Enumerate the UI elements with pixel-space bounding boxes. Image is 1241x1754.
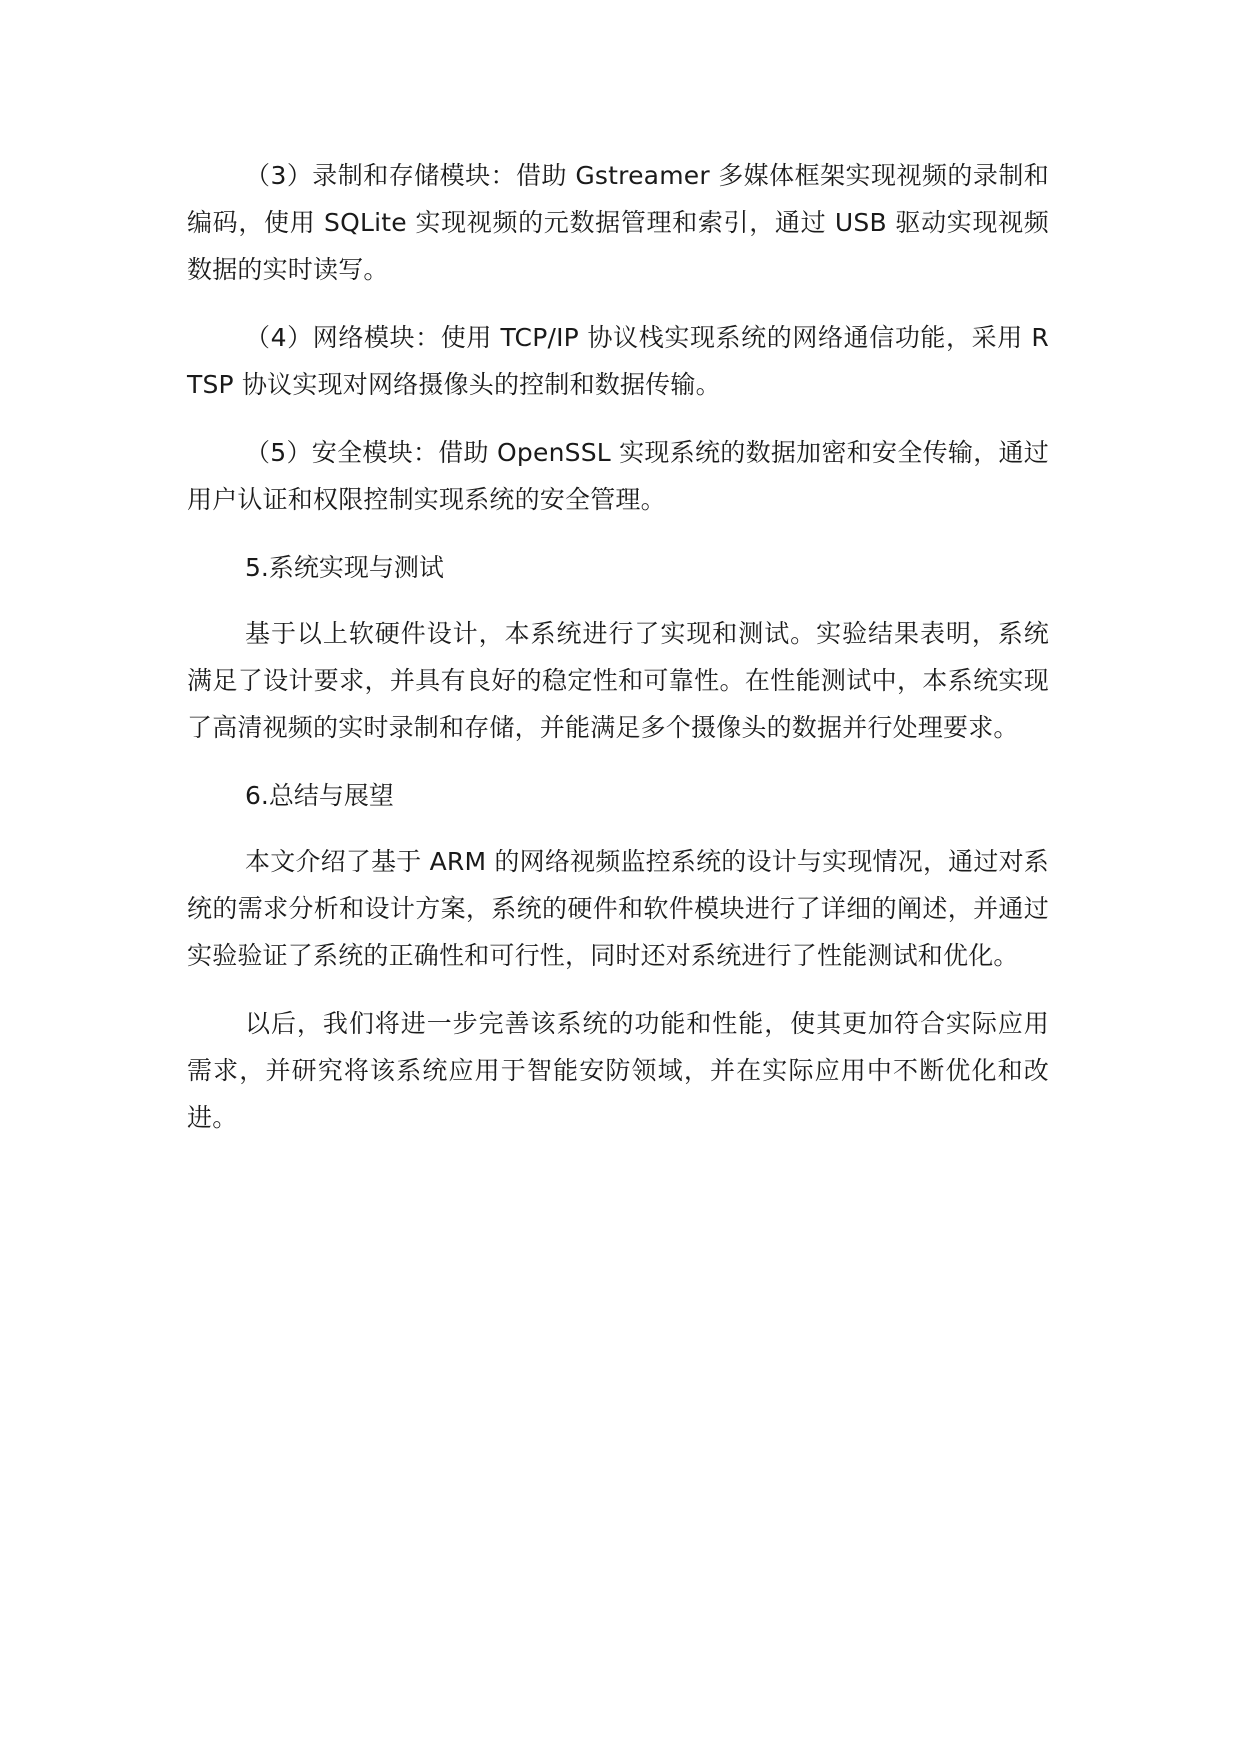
paragraph-summary: 本文介绍了基于 ARM 的网络视频监控系统的设计与实现情况，通过对系统的需求分析和设计方案，系统的硬件和软件模块进行了详细的阐述，并通过实验验证了系统的正确性和可行性，同时还对系统进行了性能测试和优化。 — [187, 847, 1049, 970]
document-body — [187, 152, 1049, 1162]
section-heading-summary-outlook: 6.总结与展望 — [245, 781, 394, 810]
section-heading-implementation-testing: 5.系统实现与测试 — [245, 553, 444, 582]
paragraph-implementation-results: 基于以上软硬件设计，本系统进行了实现和测试。实验结果表明，系统满足了设计要求，并具有良好的稳定性和可靠性。在性能测试中，本系统实现了高清视频的实时录制和存储，并能满足多个摄像头的数据并行处理要求。 — [187, 619, 1049, 742]
paragraph-security-module: （5）安全模块：借助 OpenSSL 实现系统的数据加密和安全传输，通过用户认证和权限控制实现系统的安全管理。 — [187, 438, 1049, 514]
paragraph-recording-storage-module: （3）录制和存储模块：借助 Gstreamer 多媒体框架实现视频的录制和编码，使用 SQLite 实现视频的元数据管理和索引，通过 USB 驱动实现视频数据的实时读写。 — [187, 161, 1049, 284]
paragraph-outlook: 以后，我们将进一步完善该系统的功能和性能，使其更加符合实际应用需求，并研究将该系统应用于智能安防领域，并在实际应用中不断优化和改进。 — [187, 1009, 1049, 1132]
paragraph-network-module: （4）网络模块：使用 TCP/IP 协议栈实现系统的网络通信功能，采用 RTSP 协议实现对网络摄像头的控制和数据传输。 — [187, 323, 1049, 399]
